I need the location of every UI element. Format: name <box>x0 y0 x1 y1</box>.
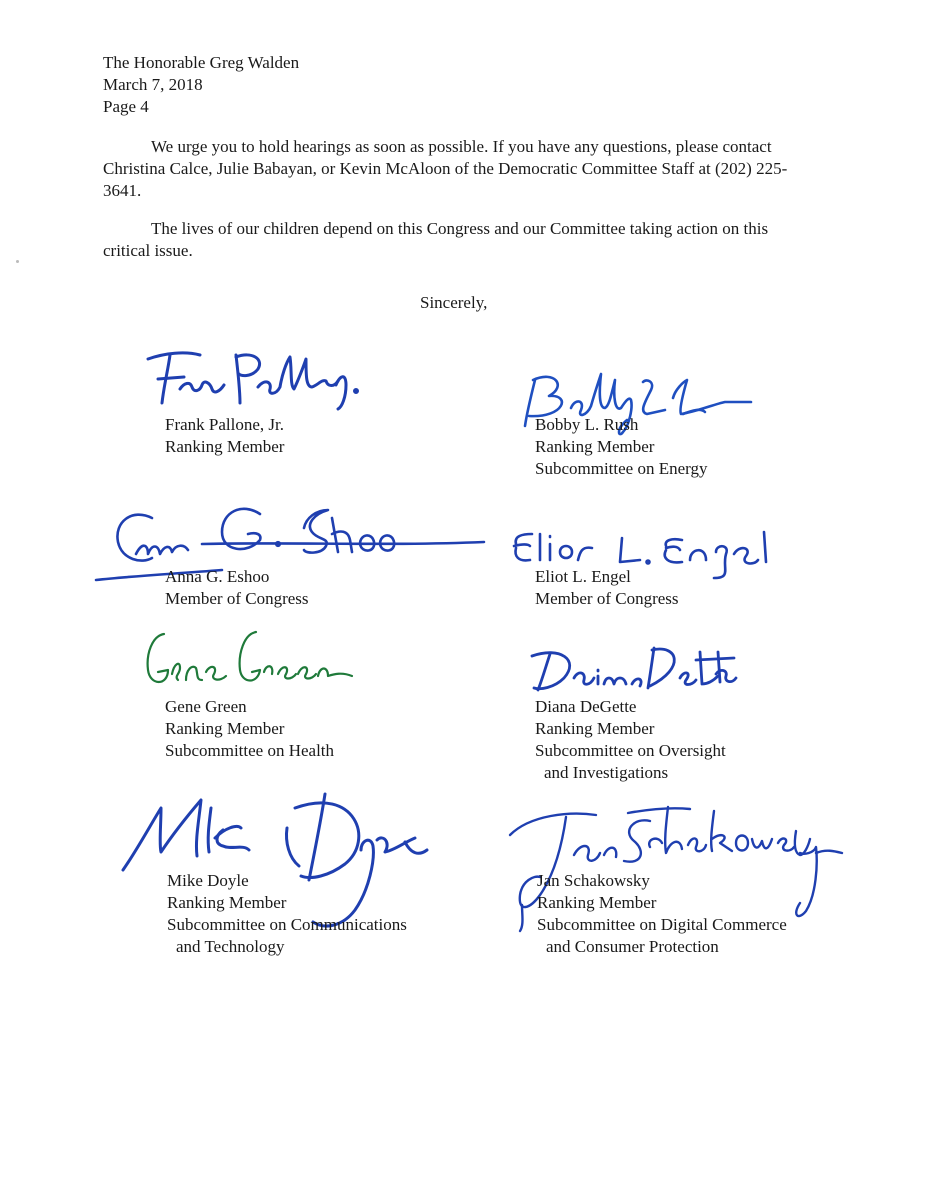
signatory-title: Ranking Member <box>535 719 655 738</box>
signatory-title: Ranking Member <box>165 437 285 456</box>
signatory-committee-cont: and Consumer Protection <box>546 937 719 956</box>
signature-diana-degette <box>520 640 740 700</box>
signatory-title: Member of Congress <box>535 589 679 608</box>
signatory-committee-cont: and Technology <box>176 937 285 956</box>
signatory-name: Diana DeGette <box>535 697 637 716</box>
signatory-block-degette <box>535 696 726 784</box>
signatory-committee-cont: and Investigations <box>544 763 669 782</box>
signatory-name: Frank Pallone, Jr. <box>165 415 284 434</box>
signatory-block-schakowsky <box>537 870 787 958</box>
signatory-block-eshoo <box>165 566 309 610</box>
signatory-committee: Subcommittee on Oversight <box>535 741 726 760</box>
signatory-committee: Subcommittee on Communications <box>167 915 407 934</box>
signature-gene-green <box>138 626 358 696</box>
signatory-name: Gene Green <box>165 697 247 716</box>
signatory-title: Ranking Member <box>537 893 657 912</box>
signatory-title: Ranking Member <box>165 719 285 738</box>
signatory-name: Mike Doyle <box>167 871 249 890</box>
recipient-line: The Honorable Greg Walden <box>103 53 300 72</box>
date-line: March 7, 2018 <box>103 75 203 94</box>
signatory-committee: Subcommittee on Digital Commerce <box>537 915 787 934</box>
signatory-title: Member of Congress <box>165 589 309 608</box>
signatory-title: Ranking Member <box>167 893 287 912</box>
signatory-committee: Subcommittee on Health <box>165 741 335 760</box>
signatory-block-green <box>165 696 334 762</box>
scan-speck <box>16 260 19 263</box>
signatory-block-pallone <box>165 414 284 458</box>
signatory-title: Ranking Member <box>535 437 655 456</box>
closing-salutation: Sincerely, <box>420 293 488 312</box>
body-paragraph-children: The lives of our children depend on this Congress and our Committee taking action on this critical issue. <box>103 219 769 260</box>
page-number-line: Page 4 <box>103 97 149 116</box>
body-paragraph-hearings: We urge you to hold hearings as soon as possible. If you have any questions, please contact Christina Calce, Julie Babayan, or Kevin McAloon of the Democratic Committee Staff at (202) 225-3641. <box>103 137 788 200</box>
signatory-block-doyle <box>167 870 407 958</box>
signature-frank-pallone <box>140 345 370 415</box>
signatory-block-rush <box>535 414 708 480</box>
signatory-name: Jan Schakowsky <box>537 871 650 890</box>
signatory-name: Eliot L. Engel <box>535 567 631 586</box>
signatory-committee: Subcommittee on Energy <box>535 459 708 478</box>
letter-header <box>103 52 299 118</box>
signatory-block-engel <box>535 566 679 610</box>
signatory-name: Bobby L. Rush <box>535 415 639 434</box>
signatory-name: Anna G. Eshoo <box>165 567 270 586</box>
